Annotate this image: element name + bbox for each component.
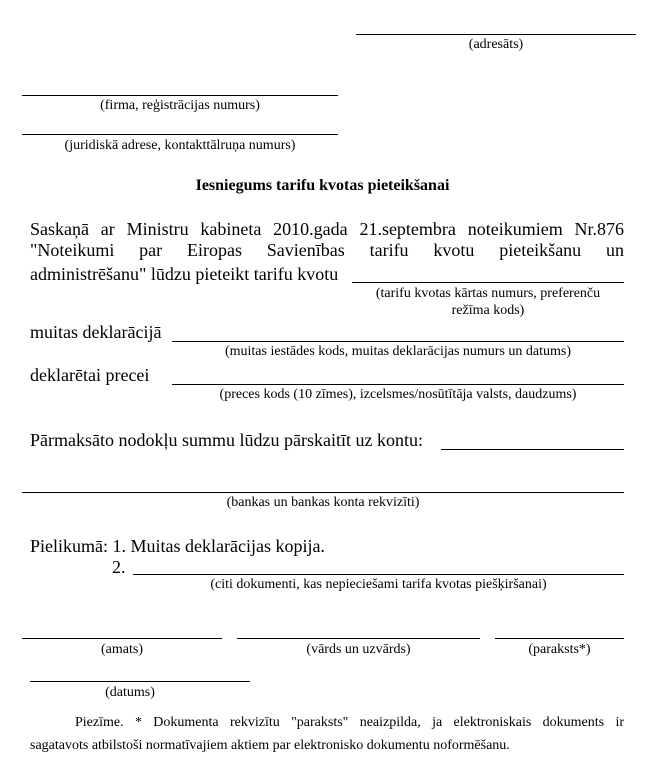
attachment-2-number: 2.	[112, 557, 126, 577]
quota-label-2: režīma kods)	[451, 303, 525, 318]
date-field[interactable]	[30, 681, 250, 682]
position-label: (amats)	[101, 642, 143, 657]
goods-label: (preces kods (10 zīmes), izcelsmes/nosūtītāja valsts, daudzums)	[219, 387, 577, 402]
addressee-label: (adresāts)	[468, 37, 524, 52]
quota-label-1: (tarifu kvotas kārtas numurs, preferenču	[375, 286, 601, 301]
body-line-3: administrēšanu" lūdzu pieteikt tarifu kvotu	[30, 264, 339, 284]
firm-field[interactable]	[22, 95, 338, 96]
firm-label: (firma, reģistrācijas numurs)	[100, 98, 260, 113]
addressee-field[interactable]	[356, 34, 636, 35]
document-title: Iesniegums tarifu kvotas pieteikšanai	[195, 177, 450, 194]
date-label: (datums)	[105, 685, 155, 700]
declaration-text: muitas deklarācijā	[30, 322, 162, 342]
name-label: (vārds un uzvārds)	[306, 642, 411, 657]
declaration-field[interactable]	[172, 341, 624, 342]
note-line-2: sagatavots atbilstoši normatīvajiem aktiem par elektronisko dokumentu noformēšanu.	[30, 738, 510, 753]
attachment-2-field[interactable]	[133, 574, 624, 575]
note-line-1: Piezīme. * Dokumenta rekvizītu "paraksts" neaizpilda, ja elektroniskais dokuments ir	[75, 715, 624, 730]
address-field[interactable]	[22, 134, 338, 135]
declaration-label: (muitas iestādes kods, muitas deklarācijas numurs un datums)	[224, 344, 572, 359]
refund-text: Pārmaksāto nodokļu summu lūdzu pārskaitīt uz kontu:	[30, 430, 423, 450]
attachment-1: Pielikumā: 1. Muitas deklarācijas kopija.	[30, 536, 325, 556]
body-paragraph	[30, 219, 624, 261]
bank-label: (bankas un bankas konta rekvizīti)	[226, 495, 420, 510]
signature-label: (paraksts*)	[528, 642, 591, 657]
body-line-2: "Noteikumi par Eiropas Savienības tarifu kvotu pieteikšanu un	[30, 240, 624, 260]
address-label: (juridiskā adrese, kontakttālruņa numurs)	[64, 138, 296, 153]
position-field[interactable]	[22, 638, 222, 639]
body-line-1: Saskaņā ar Ministru kabineta 2010.gada 21.septembra noteikumiem Nr.876	[30, 219, 624, 239]
goods-field[interactable]	[172, 384, 624, 385]
attachment-2-label: (citi dokumenti, kas nepieciešami tarifa kvotas piešķiršanai)	[210, 577, 547, 592]
goods-text: deklarētai precei	[30, 365, 150, 385]
signature-field[interactable]	[495, 638, 624, 639]
account-field[interactable]	[441, 449, 624, 450]
quota-field[interactable]	[352, 282, 624, 283]
bank-field[interactable]	[22, 492, 624, 493]
name-field[interactable]	[237, 638, 480, 639]
